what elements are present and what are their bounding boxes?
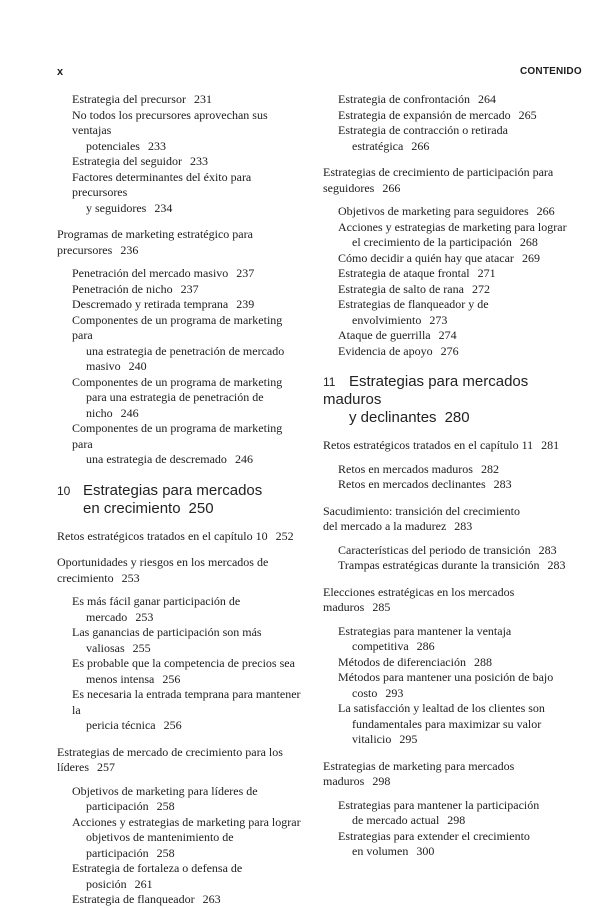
entry-line: precursores 236: [57, 242, 139, 257]
page-ref: 276: [440, 343, 459, 358]
page-ref: 233: [147, 138, 166, 153]
entry-line: nicho 246: [86, 405, 139, 420]
entry-line: Estrategias de crecimiento de participación para: [323, 165, 554, 179]
page-ref: 298: [372, 774, 391, 788]
toc-subentry: [323, 701, 569, 748]
entry-line: Estrategia de salto de rana 272: [338, 281, 490, 296]
entry-line: Componentes de un programa de marketing: [72, 374, 283, 389]
entry-line: Estrategia de expansión de mercado 265: [338, 107, 537, 122]
page-ref: 266: [411, 138, 430, 153]
page-ref: 253: [135, 609, 154, 624]
page-ref: 293: [385, 685, 404, 700]
toc-section-entry: [57, 227, 305, 258]
entry-line: Estrategia de ataque frontal 271: [338, 266, 496, 280]
chapter-title-line: y declinantes 280: [349, 409, 470, 426]
toc-section-entry: [323, 759, 569, 790]
page-ref: 280: [444, 409, 470, 426]
toc-column-right: [323, 92, 569, 860]
toc-subentry: [323, 798, 569, 829]
toc-subentry: [57, 108, 305, 155]
entry-line: menos intensa 256: [86, 671, 181, 686]
page-ref: 234: [154, 200, 173, 215]
chapter-number: 10: [57, 483, 71, 498]
toc-section-entry: [57, 745, 305, 776]
page-ref: 295: [399, 732, 418, 746]
entry-line: Estrategia de fortaleza o defensa de: [72, 861, 243, 875]
page-ref: 268: [519, 235, 538, 249]
page-ref: 258: [156, 799, 175, 813]
toc-subentry: [57, 375, 305, 422]
toc-subentry: [323, 670, 569, 701]
page-ref: 246: [234, 452, 253, 466]
page-ref: 256: [162, 671, 181, 686]
entry-line: Trampas estratégicas durante la transición 283: [338, 558, 566, 572]
page-ref: 271: [477, 266, 496, 280]
toc-subentry: [323, 829, 569, 860]
toc-subentry: [323, 204, 569, 220]
toc-subentry: [57, 687, 305, 734]
entry-line: Las ganancias de participación son más: [72, 625, 262, 639]
toc-section-entry: [57, 555, 305, 586]
page-ref: 236: [120, 242, 139, 257]
entry-line: objetivos de mantenimiento de: [86, 830, 234, 844]
toc-column-left: [57, 92, 305, 908]
toc-subentry: [323, 344, 569, 360]
toc-section-entry: [57, 529, 305, 545]
page-ref: 252: [275, 528, 294, 543]
entry-line: Ataque de guerrilla 274: [338, 328, 457, 342]
entry-line: Estrategias de mercado de crecimiento para los: [57, 744, 283, 759]
page-ref: 246: [120, 405, 139, 420]
entry-line: el crecimiento de la participación 268: [352, 235, 538, 249]
toc-chapter-heading: [323, 373, 569, 427]
entry-line: potenciales 233: [86, 138, 166, 153]
page-ref: 263: [202, 892, 221, 906]
entry-line: Penetración de nicho 237: [72, 281, 199, 296]
entry-line: una estrategia de descremado 246: [86, 452, 253, 466]
entry-line: Acciones y estrategias de marketing para lograr: [338, 219, 567, 234]
page-ref: 269: [521, 250, 540, 265]
page-ref: 237: [180, 281, 199, 296]
toc-section-entry: [323, 504, 569, 535]
page-ref: 253: [121, 570, 140, 585]
entry-line: masivo 240: [86, 359, 147, 373]
entry-line: posición 261: [86, 876, 153, 891]
page-ref: 231: [193, 92, 212, 106]
entry-line: y seguidores 234: [86, 200, 173, 215]
entry-line: Estrategias para mantener la ventaja: [338, 623, 512, 638]
entry-line: Es probable que la competencia de precios sea: [72, 656, 295, 670]
page-ref: 265: [518, 107, 537, 122]
entry-line: Retos en mercados maduros 282: [338, 461, 499, 476]
page-ref: 283: [454, 519, 473, 533]
page-ref: 288: [473, 654, 492, 669]
page-ref: 274: [438, 328, 457, 342]
page-number: x: [57, 66, 64, 78]
entry-line: fundamentales para maximizar su valor: [352, 716, 542, 731]
chapter-title-line: Estrategias para mercados maduros: [323, 373, 529, 408]
entry-line: Objetivos de marketing para seguidores 266: [338, 204, 555, 218]
entry-line: en volumen 300: [352, 844, 435, 858]
page-ref: 283: [493, 477, 512, 491]
entry-line: Cómo decidir a quién hay que atacar 269: [338, 250, 540, 265]
chapter-title-line: en crecimiento 250: [83, 499, 214, 517]
entry-line: competitiva 286: [352, 639, 435, 653]
entry-line: Factores determinantes del éxito para precursores: [72, 169, 252, 199]
page-ref: 298: [447, 813, 466, 827]
entry-line: costo 293: [352, 685, 404, 700]
page-ref: 256: [163, 718, 182, 732]
entry-line: estratégica 266: [352, 138, 430, 153]
toc-subentry: [323, 543, 569, 559]
toc-subentry: [57, 421, 305, 468]
page-ref: 286: [416, 639, 435, 653]
entry-line: una estrategia de penetración de mercado: [86, 343, 285, 358]
entry-line: seguidores 266: [323, 180, 401, 195]
toc-subentry: [57, 815, 305, 862]
toc-subentry: [323, 220, 569, 251]
entry-line: Métodos de diferenciación 288: [338, 654, 492, 669]
page-ref: 281: [541, 438, 560, 452]
entry-line: Estrategia del seguidor 233: [72, 154, 208, 168]
toc-subentry: [323, 558, 569, 574]
toc-subentry: [323, 251, 569, 267]
page-ref: 250: [188, 499, 214, 517]
toc-subentry: [323, 282, 569, 298]
toc-section-entry: [323, 438, 569, 454]
entry-line: de mercado actual 298: [352, 813, 466, 827]
entry-line: Acciones y estrategias de marketing para lograr: [72, 814, 301, 829]
toc-subentry: [323, 108, 569, 124]
toc-subentry: [323, 655, 569, 671]
page-ref: 264: [477, 92, 496, 106]
page-ref: 272: [471, 281, 490, 296]
page-ref: 261: [134, 876, 153, 891]
entry-line: Componentes de un programa de marketing para: [72, 421, 283, 451]
toc-subentry: [323, 624, 569, 655]
running-head: CONTENIDO: [520, 66, 582, 77]
toc-subentry: [323, 297, 569, 328]
entry-line: Evidencia de apoyo 276: [338, 343, 459, 358]
entry-line: del mercado a la madurez 283: [323, 519, 473, 533]
entry-line: Estrategias para extender el crecimiento: [338, 828, 530, 843]
entry-line: Sacudimiento: transición del crecimiento: [323, 503, 520, 518]
toc-subentry: [57, 656, 305, 687]
toc-subentry: [57, 282, 305, 298]
entry-line: Estrategia del precursor 231: [72, 92, 212, 106]
entry-line: Estrategia de contracción o retirada: [338, 123, 508, 137]
toc-subentry: [57, 594, 305, 625]
toc-subentry: [323, 92, 569, 108]
entry-line: líderes 257: [57, 760, 115, 774]
toc-section-entry: [323, 585, 569, 616]
chapter-number: 11: [323, 375, 336, 389]
toc-subentry: [57, 625, 305, 656]
page-ref: 282: [480, 461, 499, 476]
entry-line: La satisfacción y lealtad de los clientes son: [338, 701, 545, 715]
page-ref: 237: [236, 266, 255, 280]
entry-line: No todos los precursores aprovechan sus ventajas: [72, 107, 268, 137]
toc-subentry: [57, 297, 305, 313]
chapter-title-line: Estrategias para mercados: [83, 481, 263, 499]
toc-subentry: [323, 266, 569, 282]
page-ref: 300: [416, 844, 435, 858]
toc-subentry: [57, 892, 305, 908]
entry-line: Programas de marketing estratégico para: [57, 227, 253, 241]
entry-line: Penetración del mercado masivo 237: [72, 266, 255, 280]
entry-line: crecimiento 253: [57, 570, 140, 585]
toc-subentry: [57, 784, 305, 815]
entry-line: participación 258: [86, 799, 175, 813]
entry-line: para una estrategia de penetración de: [86, 390, 264, 404]
entry-line: Retos estratégicos tratados en el capítulo 11 281: [323, 438, 560, 452]
toc-subentry: [323, 477, 569, 493]
entry-line: Es más fácil ganar participación de: [72, 594, 241, 608]
entry-line: Retos estratégicos tratados en el capítulo 10 252: [57, 528, 294, 543]
entry-line: Retos en mercados declinantes 283: [338, 477, 512, 491]
entry-line: maduros 285: [323, 600, 391, 614]
entry-line: Elecciones estratégicas en los mercados: [323, 584, 515, 599]
entry-line: mercado 253: [86, 609, 154, 624]
entry-line: Descremado y retirada temprana 239: [72, 297, 255, 311]
entry-line: pericia técnica 256: [86, 718, 182, 732]
page-ref: 233: [189, 154, 208, 168]
toc-subentry: [323, 462, 569, 478]
page-ref: 266: [536, 204, 555, 218]
entry-line: Objetivos de marketing para líderes de: [72, 783, 258, 798]
entry-line: Estrategia de flanqueador 263: [72, 892, 221, 906]
entry-line: maduros 298: [323, 774, 391, 788]
page-ref: 283: [547, 558, 566, 572]
entry-line: Componentes de un programa de marketing para: [72, 312, 283, 342]
entry-line: Estrategias de flanqueador y de: [338, 297, 489, 311]
page-ref: 283: [538, 542, 557, 557]
page-ref: 257: [97, 760, 115, 774]
entry-line: Estrategia de confrontación 264: [338, 92, 496, 106]
entry-line: Características del periodo de transición 283: [338, 542, 557, 557]
entry-line: Es necesaria la entrada temprana para mantener la: [72, 687, 301, 717]
toc-subentry: [57, 313, 305, 375]
page-ref: 285: [372, 600, 391, 614]
toc-subentry: [323, 123, 569, 154]
toc-subentry: [57, 154, 305, 170]
entry-line: vitalicio 295: [352, 732, 418, 746]
toc-subentry: [57, 170, 305, 217]
entry-line: envolvimiento 273: [352, 312, 448, 327]
entry-line: Métodos para mantener una posición de bajo: [338, 670, 554, 684]
entry-line: valiosas 255: [86, 640, 151, 655]
page-ref: 266: [382, 180, 401, 195]
entry-line: Estrategias para mantener la participación: [338, 797, 540, 812]
page-ref: 258: [156, 845, 175, 860]
page-ref: 239: [236, 297, 255, 311]
entry-line: Estrategias de marketing para mercados: [323, 758, 515, 773]
toc-subentry: [57, 861, 305, 892]
toc-subentry: [57, 92, 305, 108]
page-ref: 273: [429, 312, 448, 327]
entry-line: participación 258: [86, 845, 175, 860]
toc-subentry: [57, 266, 305, 282]
toc-section-entry: [323, 165, 569, 196]
page-ref: 255: [132, 640, 151, 655]
toc-subentry: [323, 328, 569, 344]
page-ref: 240: [128, 359, 147, 373]
entry-line: Oportunidades y riesgos en los mercados de: [57, 555, 269, 569]
toc-chapter-heading: [57, 482, 305, 518]
